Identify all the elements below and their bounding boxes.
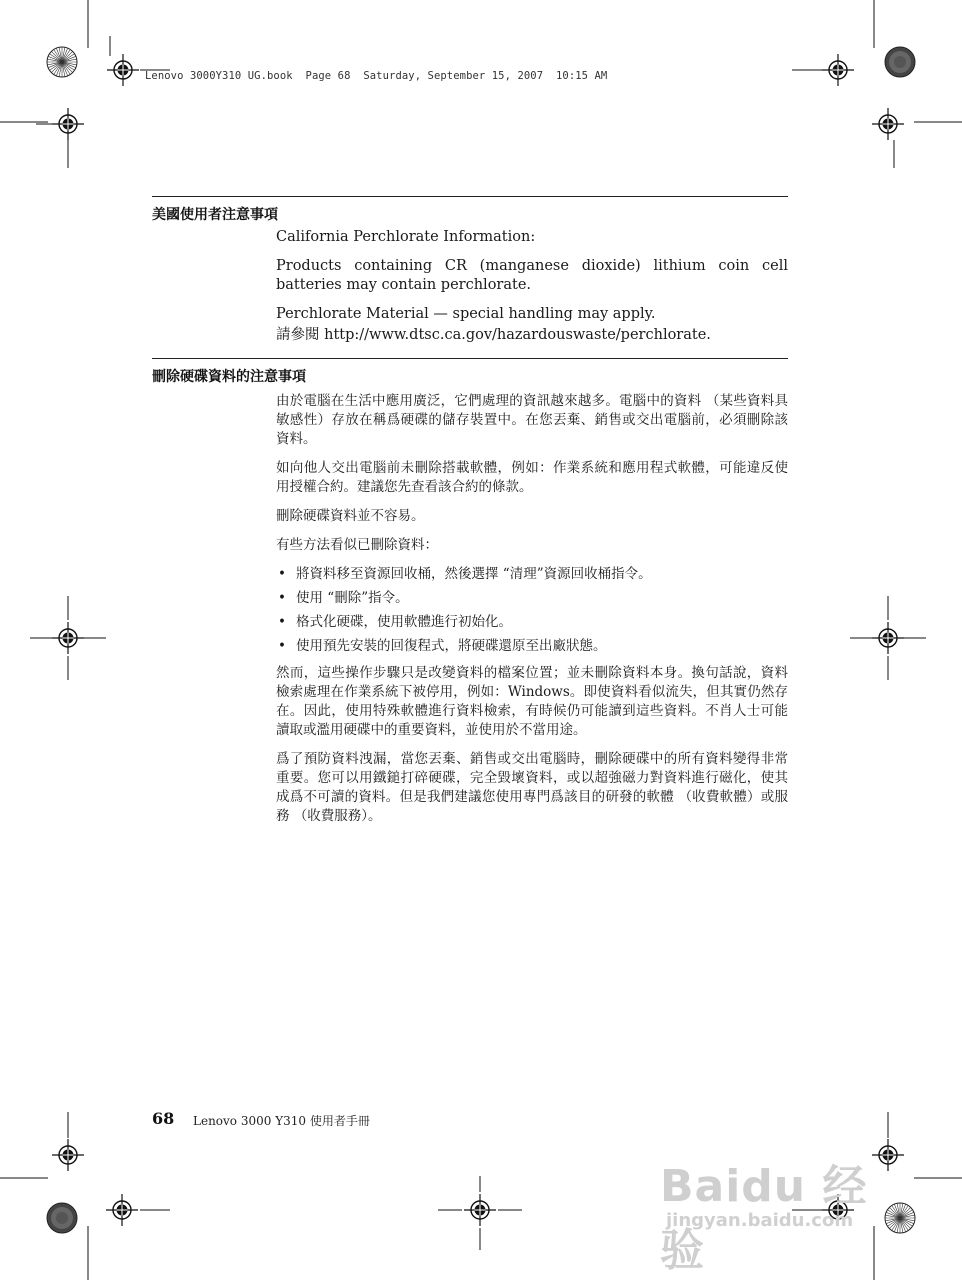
sunburst-mark-top-left bbox=[47, 47, 77, 77]
registration-mark-top-right-h bbox=[822, 54, 854, 86]
registration-mark-bottom-center bbox=[464, 1194, 496, 1226]
list-item: • 使用 “刪除”指令。 bbox=[278, 590, 409, 606]
registration-mark-mid-left bbox=[52, 622, 84, 654]
baidu-watermark bbox=[660, 1130, 900, 1276]
section-rule-2 bbox=[152, 358, 788, 359]
page-number: 68 bbox=[152, 1109, 175, 1128]
registration-mark-top-left-v bbox=[52, 108, 84, 140]
density-mark-top-right bbox=[885, 47, 915, 77]
bullet-icon: • bbox=[278, 614, 286, 630]
registration-mark-mid-right bbox=[872, 622, 904, 654]
paragraph-license: 如向他人交出電腦前未刪除搭載軟體，例如：作業系統和應用程式軟體，可能違反使用授權合約。建議您先查看該合約的條款。 bbox=[276, 460, 788, 495]
list-item: • 使用預先安裝的回復程式，將硬碟還原至出廠狀態。 bbox=[278, 638, 607, 654]
registration-mark-bottom-left-v bbox=[52, 1139, 84, 1171]
paragraph-not-easy: 刪除硬碟資料並不容易。 bbox=[276, 508, 425, 524]
watermark-url: jingyan.baidu.com bbox=[666, 1210, 854, 1231]
paragraph-california-info: California Perchlorate Information: bbox=[276, 229, 536, 245]
bullet-icon: • bbox=[278, 566, 286, 582]
bullet-icon: • bbox=[278, 590, 286, 606]
footer-book-title: Lenovo 3000 Y310 使用者手冊 bbox=[193, 1114, 370, 1128]
density-mark-bottom-left bbox=[47, 1203, 77, 1233]
paragraph-products-perchlorate: Products containing CR (manganese dioxide) lithium coin cell batteries may contain perchlorate. bbox=[276, 258, 788, 293]
section-title-us-notice: 美國使用者注意事項 bbox=[152, 207, 278, 223]
book-file-header: Lenovo 3000Y310 UG.book Page 68 Saturday, September 15, 2007 10:15 AM bbox=[145, 70, 608, 82]
registration-mark-bottom-left-h bbox=[106, 1194, 138, 1226]
paragraph-prevent-leak: 爲了預防資料洩漏，當您丟棄、銷售或交出電腦時，刪除硬碟中的所有資料變得非常重要。您可以用鐵鎚打碎硬碟，完全毀壞資料，或以超強磁力對資料進行磁化，使其成爲不可讀的資料。但是我們建議您使用專門爲該目的研發的軟體 （收費軟體）或服務 （收費服務）。 bbox=[276, 751, 788, 824]
paragraph-however: 然而，這些操作步驟只是改變資料的檔案位置；並未刪除資料本身。換句話說，資料檢索處理在作業系統下被停用，例如：Windows。即使資料看似流失，但其實仍然存在。因此，使用特殊軟體進行資料檢索，有時候仍可能讀到這些資料。不肖人士可能讀取或濫用硬碟中的重要資料，並使用於不當用途。 bbox=[276, 665, 788, 738]
registration-mark-top-left-h bbox=[107, 54, 139, 86]
registration-mark-top-right-v bbox=[872, 108, 904, 140]
section-title-delete-disk-data: 刪除硬碟資料的注意事項 bbox=[152, 369, 306, 385]
paragraph-perchlorate-url: 請參閱 http://www.dtsc.ca.gov/hazardouswaste/perchlorate. bbox=[276, 327, 711, 343]
watermark-brand: Baidu 经验 bbox=[660, 1161, 868, 1276]
section-rule-1 bbox=[152, 196, 788, 197]
list-item: • 將資料移至資源回收桶，然後選擇 “清理”資源回收桶指令。 bbox=[278, 566, 652, 582]
bullet-icon: • bbox=[278, 638, 286, 654]
paragraph-methods: 有些方法看似已刪除資料： bbox=[276, 537, 438, 553]
bullet-list-methods bbox=[276, 565, 788, 656]
paragraph-perchlorate-material: Perchlorate Material — special handling may apply. bbox=[276, 306, 656, 322]
section-body-delete-disk-data bbox=[276, 392, 788, 836]
paragraph-intro: 由於電腦在生活中應用廣泛，它們處理的資訊越來越多。電腦中的資料 （某些資料具敏感性）存放在稱爲硬碟的儲存裝置中。在您丟棄、銷售或交出電腦前，必須刪除該資料。 bbox=[276, 393, 788, 447]
section-body-us-notice bbox=[276, 228, 788, 355]
list-item: • 格式化硬碟，使用軟體進行初始化。 bbox=[278, 614, 512, 630]
